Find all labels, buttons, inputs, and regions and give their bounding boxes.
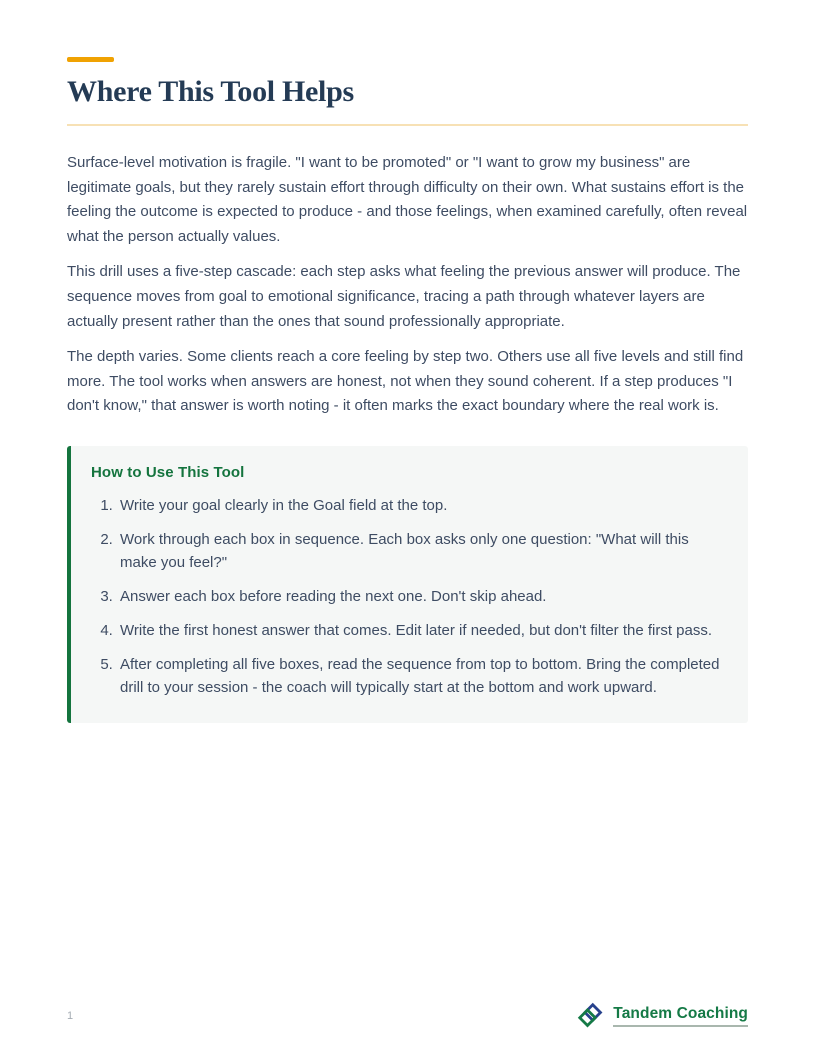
how-to-use-callout [67, 446, 748, 723]
instruction-item: 1. Write your goal clearly in the Goal field at the top. [117, 494, 724, 517]
page-footer [67, 1002, 748, 1030]
instruction-list [91, 494, 724, 699]
instruction-item: 3. Answer each box before reading the next one. Don't skip ahead. [117, 585, 724, 608]
callout-heading: How to Use This Tool [91, 464, 245, 482]
body-copy [67, 151, 748, 419]
body-paragraph: This drill uses a five-step cascade: each step asks what feeling the previous answer will produce. The sequence moves from goal to emotional significance, tracing a path through whatever layers are actually present rather than the ones that sound professionally appropriate. [67, 263, 741, 330]
brand-logo [577, 1002, 748, 1030]
body-paragraph: Surface-level motivation is fragile. "I want to be promoted" or "I want to grow my business" are legitimate goals, but they rarely sustain effort through difficulty on their own. What sustains effort is the feeling the outcome is expected to produce - and those feelings, when examined carefully, often reveal what the person actually values. [67, 154, 748, 246]
instruction-item: 5. After completing all five boxes, read the sequence from top to bottom. Bring the completed drill to your session - the coach will typically start at the bottom and work upward. [117, 653, 724, 699]
instruction-item: 4. Write the first honest answer that comes. Edit later if needed, but don't filter the first pass. [117, 619, 724, 642]
instruction-item: 2. Work through each box in sequence. Each box asks only one question: "What will this make you feel?" [117, 528, 724, 574]
page-number: 1 [67, 1010, 74, 1022]
brand-name: Tandem Coaching [613, 1005, 748, 1027]
tandem-diamond-icon [577, 1002, 605, 1030]
body-paragraph: The depth varies. Some clients reach a core feeling by step two. Others use all five levels and still find more. The tool works when answers are honest, not when they sound coherent. If a step produces "I don't know," that answer is worth noting - it often marks the exact boundary where the real work is. [67, 347, 744, 415]
page-title: Where This Tool Helps [67, 75, 748, 126]
title-accent-bar [67, 57, 114, 62]
